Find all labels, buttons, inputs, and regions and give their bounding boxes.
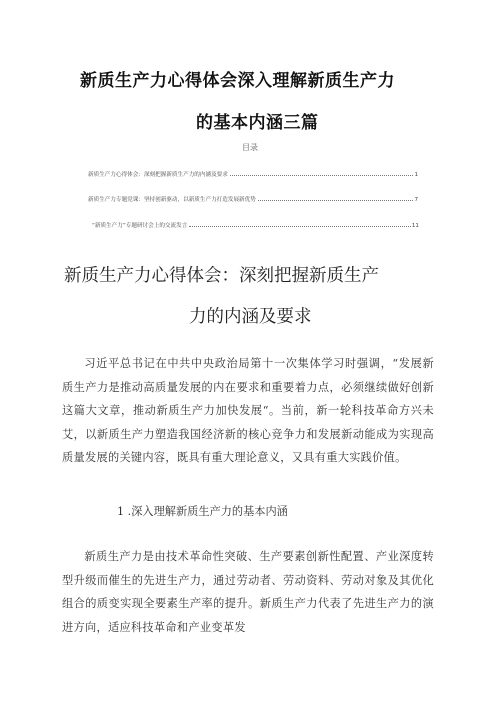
section-title-line-1: 新质生产力心得体会：深刻把握新质生产 <box>64 266 379 286</box>
toc-entry-page: 11 <box>411 223 419 229</box>
document-title-line-1: 新质生产力心得体会深入理解新质生产力 <box>80 71 395 91</box>
body-paragraph: 习近平总书记在中共中央政治局第十一次集体学习时强调，“发展新质生产力是推动高质量发展的内在要求和重要着力点，必须继续做好创新这篇大文章，推动新质生产力加快发展“。当前，新一轮科技革命方兴未艾，以新质生产力塑造我国经济新的核心竞争力和发展新动能成为实现高质量发展的关键内容，既具有重大理论意义，又具有重大实践价值。 <box>62 357 434 465</box>
toc-leader-dots <box>230 174 414 176</box>
document-title-line-2: 的基本内涵三篇 <box>196 113 319 133</box>
toc-leader-dots <box>258 199 414 201</box>
toc-entry-title: 新质生产力专题党课：坚持创新驱动，以新质生产力打造发展新优势 <box>88 197 256 203</box>
section-title-line-2: 力的内涵及要求 <box>189 307 312 327</box>
toc-entry[interactable] <box>88 193 418 203</box>
toc-entry-title: 新质生产力心得体会：深刻把握新质生产力的内涵及要求 <box>88 172 228 178</box>
body-paragraph: 新质生产力是由技术革命性突破、生产要素创新性配置、产业深度转型升级而催生的先进生产力，通过劳动者、劳动资料、劳动对象及其优化组合的质变实现全要素生产率的提升。新质生产力代表了先进生产力的演进方向，适应科技革命和产业变革发 <box>62 550 434 634</box>
toc-entry[interactable] <box>88 168 418 178</box>
toc-entry[interactable] <box>92 219 419 229</box>
subsection-heading: 1 .深入理解新质生产力的基本内涵 <box>117 505 288 518</box>
toc-entry-page: 7 <box>414 197 418 203</box>
toc-entry-page: 1 <box>414 172 418 178</box>
toc-leader-dots <box>189 225 411 227</box>
toc-heading: 目录 <box>242 143 258 152</box>
toc-entry-title: “新质生产力”专题研讨会上的交流发言 <box>92 223 188 229</box>
